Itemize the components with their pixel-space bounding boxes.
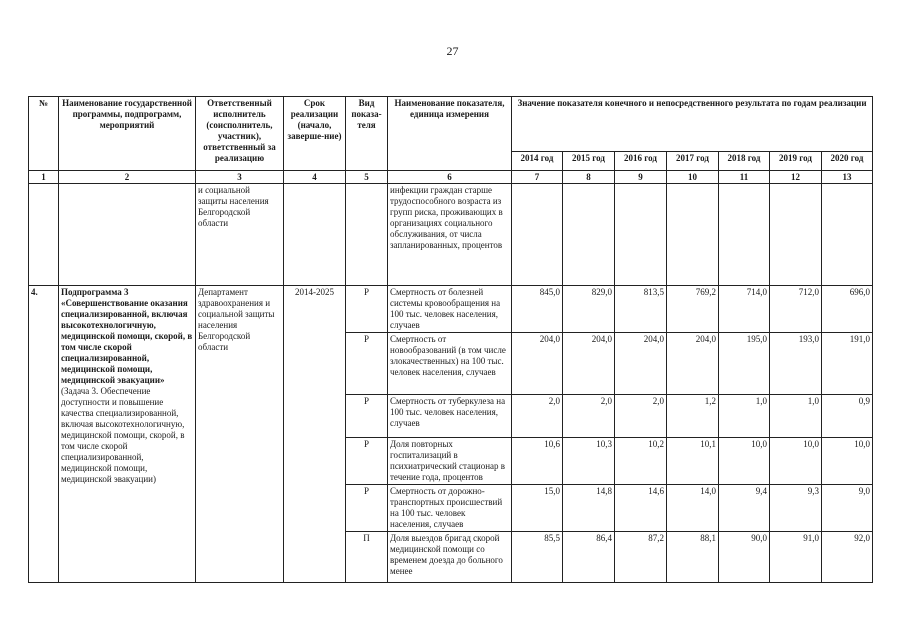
indicator-value: 204,0	[615, 333, 667, 395]
empty-cell	[512, 184, 563, 286]
subprogram-name	[59, 286, 196, 583]
header-type: Вид показа-теля	[346, 97, 388, 171]
indicator-value: 85,5	[512, 532, 563, 583]
indicator-value: 9,4	[719, 485, 770, 532]
empty-cell	[770, 184, 822, 286]
column-number: 7	[512, 171, 563, 184]
indicator-value: 10,0	[770, 438, 822, 485]
column-number: 1	[29, 171, 59, 184]
indicator-value: 204,0	[563, 333, 615, 395]
column-number: 9	[615, 171, 667, 184]
column-number: 6	[388, 171, 512, 184]
indicator-value: 88,1	[667, 532, 719, 583]
continuation-indicator: инфекции граждан старше трудоспособного возраста из групп риска, проживающих в организациях социального обслуживания, от числа запланированных, процентов	[388, 184, 512, 286]
indicator-value: 191,0	[822, 333, 873, 395]
column-number: 10	[667, 171, 719, 184]
subprogram-responsible: Департамент здравоохранения и социальной защиты населения Белгородской области	[196, 286, 284, 583]
header-year: 2018 год	[719, 152, 770, 171]
header-no: №	[29, 97, 59, 171]
empty-cell	[346, 184, 388, 286]
indicator-value: 2,0	[615, 395, 667, 438]
indicator-type: Р	[346, 485, 388, 532]
indicator-name: Смертность от туберкулеза на 100 тыс. человек населения, случаев	[388, 395, 512, 438]
header-year: 2020 год	[822, 152, 873, 171]
continuation-row	[29, 184, 873, 286]
column-number: 11	[719, 171, 770, 184]
indicator-value: 193,0	[770, 333, 822, 395]
header-indicator: Наименование показателя, единица измерения	[388, 97, 512, 171]
header-row	[29, 97, 873, 152]
empty-cell	[615, 184, 667, 286]
indicator-value: 2,0	[563, 395, 615, 438]
indicator-value: 712,0	[770, 286, 822, 333]
empty-cell	[719, 184, 770, 286]
indicator-value: 714,0	[719, 286, 770, 333]
indicator-value: 696,0	[822, 286, 873, 333]
indicator-value: 10,3	[563, 438, 615, 485]
subprogram-title: Подпрограмма 3 «Совершенствование оказания специализированной, включая высокотехнологичную, медицинской помощи, скорой, в том числе скорой специализированной, медицинской помощи, медицинской эвакуации»	[61, 287, 193, 385]
indicator-type: Р	[346, 395, 388, 438]
indicator-name: Доля выездов бригад скорой медицинской помощи со временем доезда до больного менее	[388, 532, 512, 583]
column-number: 3	[196, 171, 284, 184]
empty-cell	[667, 184, 719, 286]
header-year: 2016 год	[615, 152, 667, 171]
indicator-value: 204,0	[512, 333, 563, 395]
indicator-value: 829,0	[563, 286, 615, 333]
header-year: 2017 год	[667, 152, 719, 171]
indicator-name: Смертность от болезней системы кровообращения на 100 тыс. человек населения, случаев	[388, 286, 512, 333]
column-number: 8	[563, 171, 615, 184]
indicator-value: 9,0	[822, 485, 873, 532]
table-row	[29, 286, 873, 333]
indicator-value: 10,2	[615, 438, 667, 485]
indicator-value: 1,0	[770, 395, 822, 438]
header-period: Срок реализации (начало, заверше-ние)	[284, 97, 346, 171]
indicator-value: 10,0	[822, 438, 873, 485]
indicator-type: Р	[346, 286, 388, 333]
indicator-type: Р	[346, 438, 388, 485]
indicator-value: 9,3	[770, 485, 822, 532]
subprogram-number: 4.	[29, 286, 59, 583]
indicator-name: Доля повторных госпитализаций в психиатрический стационар в течение года, процентов	[388, 438, 512, 485]
indicator-value: 10,1	[667, 438, 719, 485]
continuation-responsible: и социальной защиты населения Белгородской области	[196, 184, 284, 286]
subprogram-task: (Задача 3. Обеспечение доступности и повышение качества специализированной, включая высокотехнологичную, медицинской помощи, скорой, в том числе скорой специализированной, медицинской помощи, медицинской эвакуации)	[61, 386, 185, 484]
header-year: 2019 год	[770, 152, 822, 171]
empty-cell	[29, 184, 59, 286]
empty-cell	[59, 184, 196, 286]
indicator-value: 90,0	[719, 532, 770, 583]
indicator-value: 845,0	[512, 286, 563, 333]
indicator-value: 0,9	[822, 395, 873, 438]
header-values-group: Значение показателя конечного и непосредственного результата по годам реализации	[512, 97, 873, 152]
indicator-value: 195,0	[719, 333, 770, 395]
indicator-name: Смертность от новообразований (в том числе злокачественных) на 100 тыс. человек населения, случаев	[388, 333, 512, 395]
indicator-value: 91,0	[770, 532, 822, 583]
indicators-table	[28, 96, 873, 583]
indicator-value: 769,2	[667, 286, 719, 333]
indicator-value: 1,2	[667, 395, 719, 438]
indicator-value: 204,0	[667, 333, 719, 395]
indicator-value: 87,2	[615, 532, 667, 583]
indicator-value: 92,0	[822, 532, 873, 583]
indicator-value: 813,5	[615, 286, 667, 333]
indicator-value: 14,6	[615, 485, 667, 532]
indicator-value: 2,0	[512, 395, 563, 438]
indicator-value: 1,0	[719, 395, 770, 438]
indicator-value: 10,0	[719, 438, 770, 485]
column-number: 2	[59, 171, 196, 184]
header-responsible: Ответственный исполнитель (соисполнитель, участник), ответственный за реализацию	[196, 97, 284, 171]
indicator-name: Смертность от дорожно-транспортных происшествий на 100 тыс. человек населения, случаев	[388, 485, 512, 532]
column-number-row	[29, 171, 873, 184]
empty-cell	[284, 184, 346, 286]
subprogram-period: 2014-2025	[284, 286, 346, 583]
column-number: 12	[770, 171, 822, 184]
header-year: 2015 год	[563, 152, 615, 171]
column-number: 13	[822, 171, 873, 184]
page-number: 27	[446, 44, 459, 58]
header-name: Наименование государственной программы, подпрограмм, мероприятий	[59, 97, 196, 171]
indicator-value: 14,0	[667, 485, 719, 532]
empty-cell	[563, 184, 615, 286]
indicator-type: Р	[346, 333, 388, 395]
column-number: 4	[284, 171, 346, 184]
empty-cell	[822, 184, 873, 286]
column-number: 5	[346, 171, 388, 184]
indicator-type: П	[346, 532, 388, 583]
indicator-value: 14,8	[563, 485, 615, 532]
indicator-value: 10,6	[512, 438, 563, 485]
header-year: 2014 год	[512, 152, 563, 171]
indicator-value: 86,4	[563, 532, 615, 583]
indicator-value: 15,0	[512, 485, 563, 532]
